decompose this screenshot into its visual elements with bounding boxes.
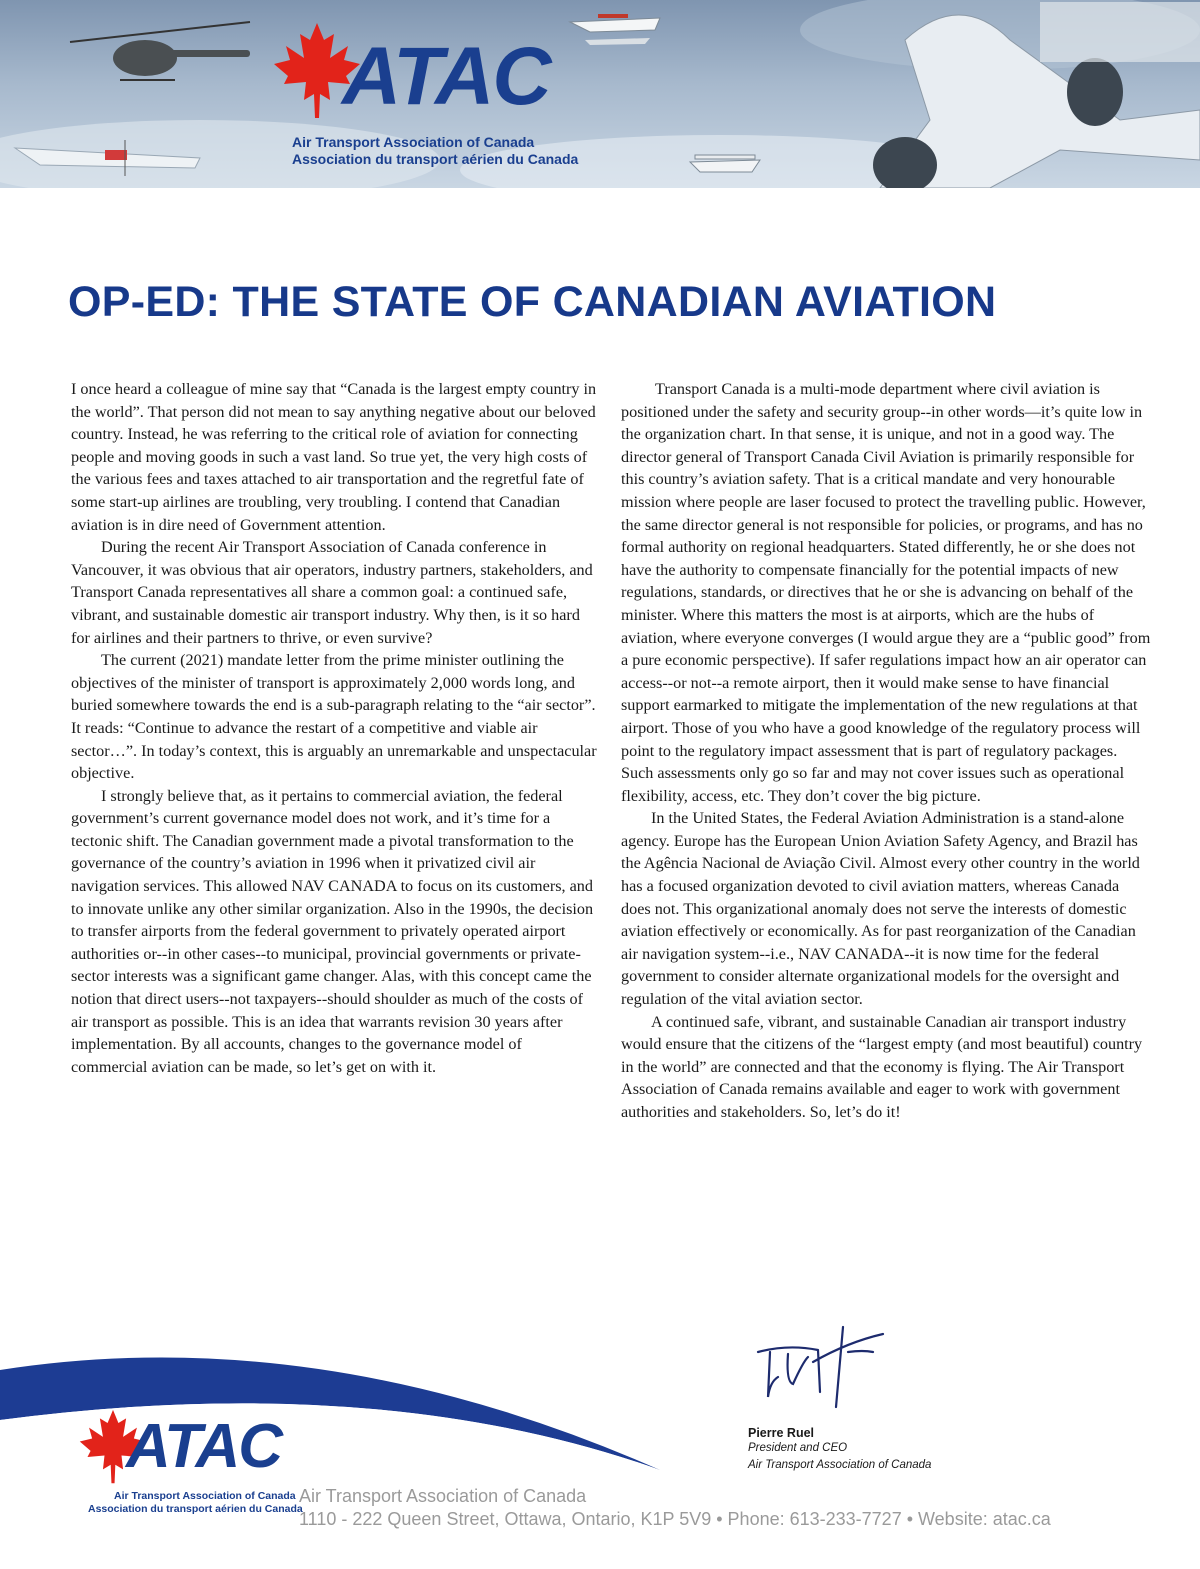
handwritten-signature xyxy=(748,1322,908,1412)
paragraph: In the United States, the Federal Aviation Administration is a stand-alone agency. Europe has the European Union Aviation Safety Agency, and Brazil has the Agência Nacional de Aviação Civil. Almost every other country in the world has a focused organization devoted to civil aviation matters, whereas Canada does not. This organizational anomaly does not serve the interests of domestic aviation effectively or economically. As for past reorganization of the Canadian air navigation system--i.e., NAV CANADA--it is now time for the federal government to consider alternate organizational models for the oversight and regulation of the vital aviation sector. xyxy=(621,809,1140,1009)
logo-subtitle-fr: Association du transport aérien du Canada xyxy=(88,1503,303,1515)
small-plane-icon xyxy=(690,155,760,172)
paragraph: During the recent Air Transport Association of Canada conference in Vancouver, it was obvious that air operators, industry partners, stakeholders, and Transport Canada representatives all share a common goal: a continued safe, vibrant, and sustainable domestic air transport industry. Why then, is it so hard for airlines and their partners to thrive, or even survive? xyxy=(71,538,593,647)
paragraph: I once heard a colleague of mine say that “Canada is the largest empty country in the world”. That person did not mean to say anything negative about our beloved country. Instead, he was referring to the critical role of aviation for connecting people and moving goods in such a vast land. So true yet, the very high costs of the various fees and taxes attached to air transportation and the regretful fate of some start-up airlines are troubling, very troubling. I contend that Canadian aviation is in dire need of Government attention. xyxy=(71,380,597,534)
paragraph: A continued safe, vibrant, and sustainable Canadian air transport industry would ensure that the citizens of the “largest empty (and most beautiful) country in the world” are connected and that the economy is flying. The Air Transport Association of Canada remains available and eager to work with government authorities and stakeholders. So, let’s do it! xyxy=(621,1012,1143,1121)
helicopter-icon xyxy=(70,22,250,80)
footer-contact: 1110 - 222 Queen Street, Ottawa, Ontario, K1P 5V9 • Phone: 613-233-7727 • Website: atac.ca xyxy=(299,1509,1051,1529)
aircraft-photo-collage xyxy=(0,0,1200,188)
page-title: OP-ED: THE STATE OF CANADIAN AVIATION xyxy=(68,278,997,326)
logo-subtitle-fr: Association du transport aérien du Canada xyxy=(292,151,579,167)
paragraph: I strongly believe that, as it pertains to commercial aviation, the federal government’s current governance model does not work, and it’s time for a tectonic shift. The Canadian government made a pivotal transformation to the governance of the country’s aviation in 1996 when it privatized civil air navigation services. This allowed NAV CANADA to focus on its customers, and to innovate unlike any other similar organization. Also in the 1990s, the decision to transfer airports from the federal government to privately operated airport authorities or--in other cases--to municipal, provincial governments or private-sector interests was a significant game changer. Alas, with this concept came the notion that direct users--not taxpayers--should shoulder as much of the costs of air transport as possible. This is an idea that warrants revision 30 years after implementation. By all accounts, changes to the governance model of commercial aviation can be made, so let’s get on with it. xyxy=(71,786,594,1076)
footer-atac-logo[interactable] xyxy=(78,1406,308,1536)
atac-logo[interactable] xyxy=(272,18,592,178)
logo-wordmark: ATAC xyxy=(342,31,550,122)
paragraph: Transport Canada is a multi-mode department where civil aviation is positioned under the safety and security group--in other words—it’s quite low in the organization chart. In that sense, it is unique, and not in a good way. The director general of Transport Canada Civil Aviation is primarily responsible for this country’s aviation safety. That is a critical mandate and very honourable mission where people are laser focused to protect the travelling public. However, the same director general is not responsible for policies, or programs, and has no formal authority on regional headquarters. Stated differently, he or she does not have the authority to compensate financially for the potential impacts of new regulations, standards, or directives that he or she is advancing on behalf of the minister. Where this matters the most is at airports, which are the hubs of aviation, where everyone converges (I would argue they are a “public good” from a pure economic perspective). If safer regulations impact how an air operator can access--or not--a remote airport, then it would make sense to have financial support earmarked to mitigate the implementation of the new regulations at that airport. Those of you who have a good knowledge of the regulatory process will point to the regulatory impact assessment that is part of regulatory packages. Such assessments only go so far and may not cover issues such as operational flexibility, access, etc. They don’t cover the big picture. xyxy=(621,380,1151,805)
article-column-right xyxy=(621,378,1151,1124)
footer-organization: Air Transport Association of Canada xyxy=(299,1486,587,1506)
logo-subtitle-en: Air Transport Association of Canada xyxy=(114,1490,296,1502)
article-column-left xyxy=(71,378,599,1078)
paragraph: The current (2021) mandate letter from the prime minister outlining the objectives of the minister of transport is approximately 2,000 words long, and buried somewhere towards the end is a sub-paragraph relating to the “air sector”. It reads: “Continue to advance the restart of a competitive and viable air sector…”. In today’s context, this is arguably an unremarkable and unspectacular objective. xyxy=(71,651,597,783)
logo-wordmark: ATAC xyxy=(126,1412,281,1481)
signatory-title: President and CEO xyxy=(748,1442,848,1454)
signatory-organization: Air Transport Association of Canada xyxy=(748,1459,932,1471)
logo-subtitle-en: Air Transport Association of Canada xyxy=(292,134,535,150)
header-banner xyxy=(0,0,1200,188)
signatory-name: Pierre Ruel xyxy=(748,1426,815,1440)
